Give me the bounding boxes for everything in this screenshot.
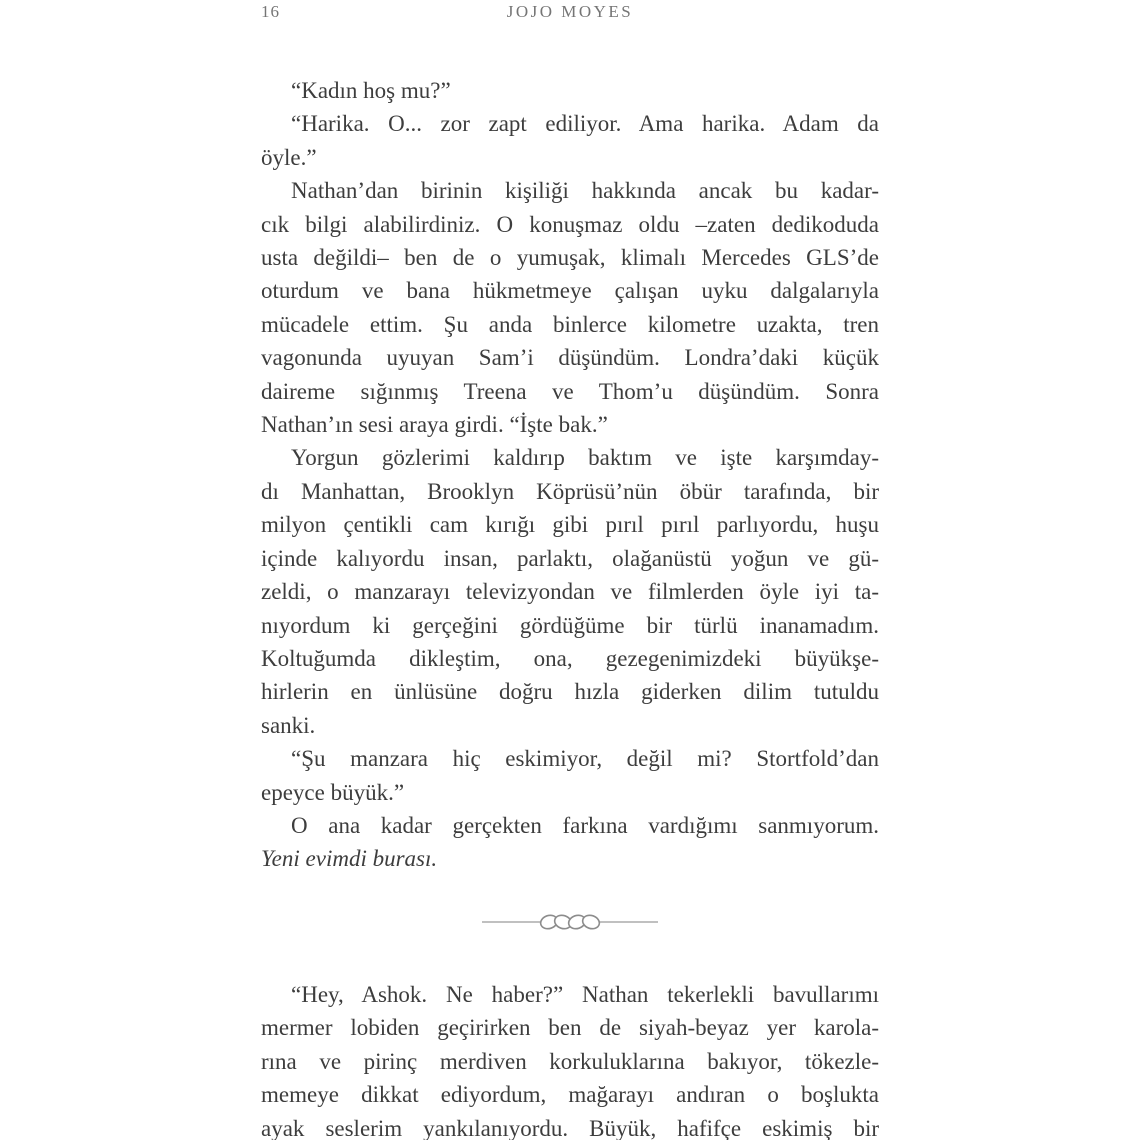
text-line: usta değildi– ben de o yumuşak, klimalı Mercedes GLS’de	[261, 245, 879, 271]
text-line: Nathan’dan birinin kişiliği hakkında ancak bu kadar-	[291, 178, 879, 204]
text-line: cık bilgi alabilirdiniz. O konuşmaz oldu –zaten dedikoduda	[261, 211, 879, 237]
text-line: rına ve pirinç merdiven korkuluklarına bakıyor, tökezle-	[261, 1048, 879, 1074]
text-line: hirlerin en ünlüsüne doğru hızla giderken dilim tutuldu	[261, 679, 879, 705]
running-header-title: JOJO MOYES	[506, 2, 634, 21]
body-text-block-2	[261, 978, 879, 1140]
text-line: daireme sığınmış Treena ve Thom’u düşündüm. Sonra	[261, 378, 879, 404]
text-line: “Şu manzara hiç eskimiyor, değil mi? Stortfold’dan	[291, 746, 879, 772]
text-line: O ana kadar gerçekten farkına vardığımı sanmıyorum.	[291, 812, 879, 838]
rope-knot-ornament-icon	[482, 906, 658, 938]
text-line: vagonunda uyuyan Sam’i düşündüm. Londra’daki küçük	[261, 345, 879, 371]
text-line: mermer lobiden geçirirken ben de siyah-beyaz yer karola-	[261, 1015, 879, 1041]
page-number: 16	[261, 2, 280, 21]
text-line: Yorgun gözlerimi kaldırıp baktım ve işte karşımday-	[291, 445, 879, 471]
text-line: oturdum ve bana hükmetmeye çalışan uyku dalgalarıyla	[261, 278, 879, 304]
section-divider	[261, 906, 879, 938]
text-line: Nathan’ın sesi araya girdi. “İşte bak.”	[261, 412, 608, 438]
text-line: zeldi, o manzarayı televizyondan ve filmlerden öyle iyi ta-	[261, 579, 879, 605]
text-line: “Kadın hoş mu?”	[291, 78, 451, 103]
text-line: nıyordum ki gerçeğini gördüğüme bir türlü inanamadım.	[261, 612, 879, 638]
running-head	[261, 2, 879, 26]
text-line: memeye dikkat ediyordum, mağarayı andıran o boşlukta	[261, 1082, 879, 1108]
text-line: öyle.”	[261, 144, 317, 170]
text-line: mücadele ettim. Şu anda binlerce kilometre uzakta, tren	[261, 311, 879, 337]
text-line: “Hey, Ashok. Ne haber?” Nathan tekerlekli bavullarımı	[291, 982, 879, 1007]
text-line: sanki.	[261, 712, 316, 738]
text-line: içinde kalıyordu insan, parlaktı, olağanüstü yoğun ve gü-	[261, 545, 879, 571]
text-line: dı Manhattan, Brooklyn Köprüsü’nün öbür tarafında, bir	[261, 478, 879, 504]
text-line: epeyce büyük.”	[261, 779, 405, 805]
text-line: Koltuğumda dikleştim, ona, gezegenimizdeki büyükşe-	[261, 645, 879, 671]
text-line: milyon çentikli cam kırığı gibi pırıl pırıl parlıyordu, huşu	[261, 512, 879, 538]
text-line: Yeni evimdi burası.	[261, 846, 438, 872]
text-line: “Harika. O... zor zapt ediliyor. Ama harika. Adam da	[291, 111, 879, 137]
text-line: ayak seslerim yankılanıyordu. Büyük, hafifçe eskimiş bir	[261, 1115, 879, 1140]
body-text-block-1	[261, 74, 879, 876]
